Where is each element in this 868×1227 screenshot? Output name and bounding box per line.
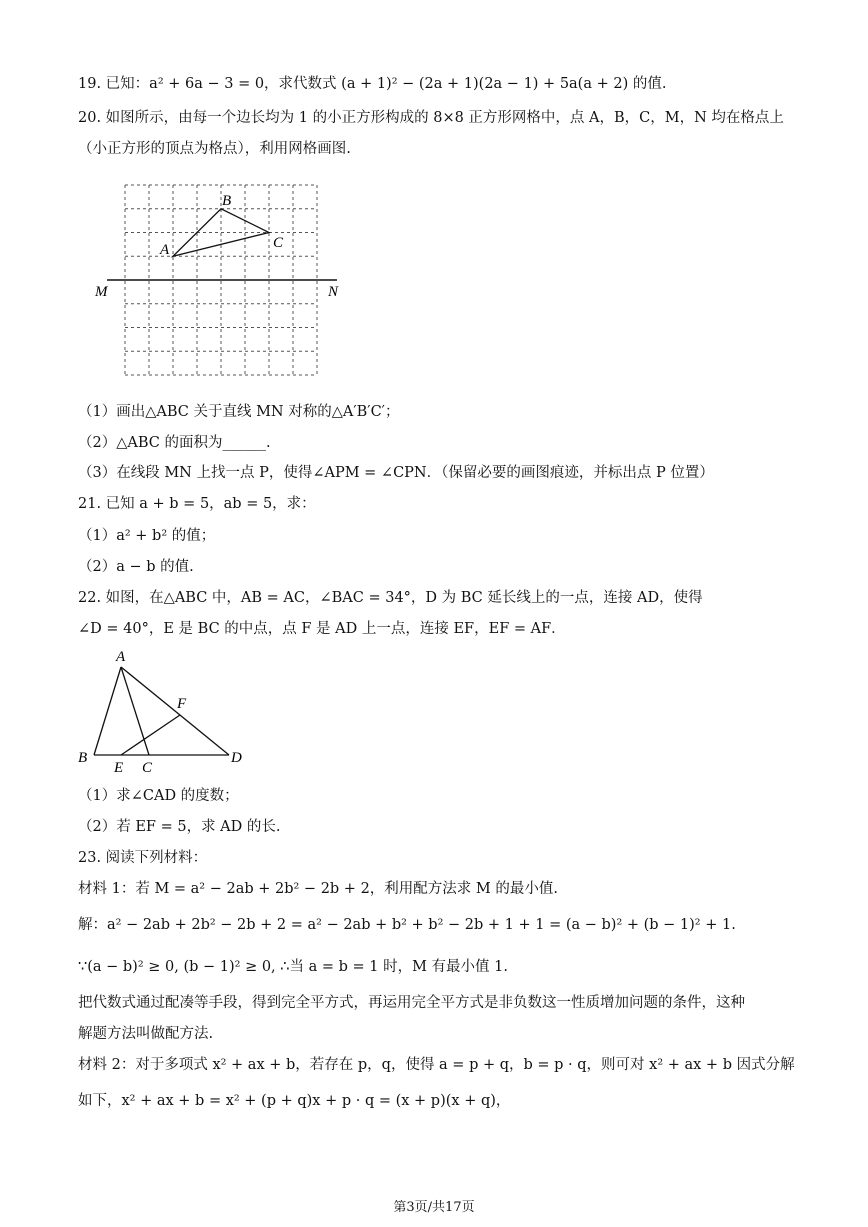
label-n: N [328, 284, 339, 300]
label-f: F [177, 696, 187, 712]
label-c: C [273, 235, 284, 251]
q20-grid-figure [90, 175, 350, 385]
q20-line2: （小正方形的顶点为格点），利用网格画图. [78, 141, 351, 157]
label-m: M [95, 284, 108, 300]
q23-material2b: 如下，x² + ax + b = x² + (p + q)x + p · q = (x + p)(x + q)， [78, 1093, 511, 1109]
label-a: A [116, 649, 126, 665]
q21-sub2: （2）a − b 的值. [78, 559, 194, 575]
label-a: A [160, 242, 170, 258]
page-footer: 第3页/共17页 [393, 1200, 475, 1215]
label-b: B [78, 750, 88, 766]
q23-para2: 解题方法叫做配方法. [78, 1026, 214, 1042]
label-b: B [222, 193, 232, 209]
q20-line1: 20. 如图所示，由每一个边长均为 1 的小正方形构成的 8×8 正方形网格中，点 A，B，C，M，N 均在格点上 [78, 110, 784, 126]
q21-sub1: （1）a² + b² 的值； [78, 528, 216, 544]
q22-line2: ∠D = 40°，E 是 BC 的中点，点 F 是 AD 上一点，连接 EF，EF = AF． [78, 621, 566, 637]
q23-material2: 材料 2：对于多项式 x² + ax + b，若存在 p，q，使得 a = p + q，b = p · q，则可对 x² + ax + b 因式分解 [78, 1057, 795, 1073]
q23-because: ∵(a − b)² ≥ 0, (b − 1)² ≥ 0, ∴当 a = b = 1 时，M 有最小值 1. [78, 959, 509, 975]
q23-para1: 把代数式通过配凑等手段，得到完全平方式，再运用完全平方式是非负数这一性质增加问题的条件，这种 [78, 995, 745, 1011]
label-d: D [231, 750, 242, 766]
label-c: C [142, 760, 153, 775]
q22-line1: 22. 如图，在△ABC 中，AB = AC，∠BAC = 34°，D 为 BC 延长线上的一点，连接 AD，使得 [78, 590, 703, 606]
q20-sub2: （2）△ABC 的面积为______. [78, 435, 271, 451]
q22-triangle-figure [74, 645, 264, 775]
q21-line1: 21. 已知 a + b = 5，ab = 5，求： [78, 496, 316, 512]
q19-text: 19. 已知：a² + 6a − 3 = 0，求代数式 (a + 1)² − (2a + 1)(2a − 1) + 5a(a + 2) 的值. [78, 76, 667, 92]
q22-sub1: （1）求∠CAD 的度数； [78, 788, 239, 804]
q23-material1: 材料 1：若 M = a² − 2ab + 2b² − 2b + 2，利用配方法求 M 的最小值. [78, 881, 558, 897]
q20-sub3: （3）在线段 MN 上找一点 P，使得∠APM = ∠CPN．（保留必要的画图痕迹，并标出点 P 位置） [78, 465, 714, 481]
q22-sub2: （2）若 EF = 5，求 AD 的长. [78, 819, 281, 835]
label-e: E [114, 760, 124, 775]
q23-line1: 23. 阅读下列材料： [78, 850, 208, 866]
q20-sub1: （1）画出△ABC 关于直线 MN 对称的△A′B′C′； [78, 404, 400, 420]
q23-solution: 解：a² − 2ab + 2b² − 2b + 2 = a² − 2ab + b² + b² − 2b + 1 + 1 = (a − b)² + (b − 1)² + 1. [78, 917, 736, 933]
